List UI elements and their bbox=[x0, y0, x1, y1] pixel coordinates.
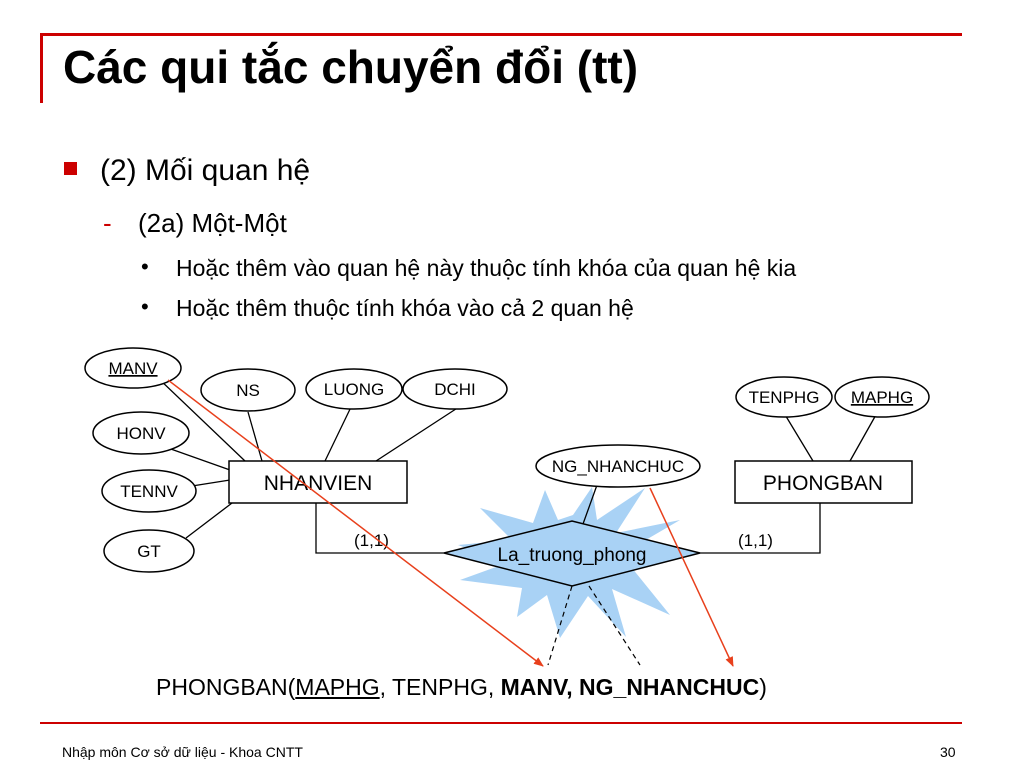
result-relation bbox=[156, 674, 767, 701]
result-suffix: ) bbox=[759, 674, 767, 700]
relationship-label: La_truong_phong bbox=[497, 545, 647, 566]
arrow-ng-nhanchuc bbox=[650, 488, 733, 666]
entity-nhanvien-label: NHANVIEN bbox=[263, 472, 373, 495]
result-key: MAPHG bbox=[295, 674, 380, 700]
entity-phongban bbox=[735, 461, 912, 503]
attr-manv: MANV bbox=[108, 359, 158, 378]
footer-course: Nhập môn Cơ sở dữ liệu - Khoa CNTT bbox=[62, 744, 303, 760]
bullet-level2-text: (2a) Một-Một bbox=[138, 208, 287, 238]
footer-rule bbox=[40, 722, 962, 724]
bullet-level3-text-2: Hoặc thêm thuộc tính khóa vào cả 2 quan hệ bbox=[176, 295, 634, 321]
attr-ns: NS bbox=[236, 381, 260, 400]
entity-nhanvien bbox=[229, 461, 407, 503]
attr-gt: GT bbox=[137, 542, 161, 561]
dash-bullet-icon: - bbox=[103, 208, 112, 238]
arrow-manv bbox=[168, 380, 543, 666]
result-plain: , TENPHG, bbox=[379, 674, 501, 700]
attr-ng-nhanchuc: NG_NHANCHUC bbox=[551, 457, 685, 476]
attr-luong: LUONG bbox=[323, 380, 385, 399]
dot-bullet-icon: • bbox=[141, 294, 149, 319]
bullet-level1-text: (2) Mối quan hệ bbox=[100, 154, 311, 187]
bullet-level3-text-1: Hoặc thêm vào quan hệ này thuộc tính khóa của quan hệ kia bbox=[176, 255, 797, 281]
page-number: 30 bbox=[940, 744, 956, 760]
attr-honv: HONV bbox=[116, 424, 166, 443]
cardinality-right: (1,1) bbox=[738, 531, 773, 550]
attr-maphg: MAPHG bbox=[850, 388, 914, 407]
result-prefix: PHONGBAN( bbox=[156, 674, 296, 700]
attr-tenphg: TENPHG bbox=[748, 388, 820, 407]
attr-tennv: TENNV bbox=[120, 482, 178, 501]
attr-dchi: DCHI bbox=[434, 380, 476, 399]
slide-title: Các qui tắc chuyển đổi (tt) bbox=[63, 41, 639, 93]
dot-bullet-icon: • bbox=[141, 254, 149, 279]
entity-phongban-label: PHONGBAN bbox=[762, 472, 884, 495]
result-added: MANV, NG_NHANCHUC bbox=[500, 674, 760, 700]
cardinality-left: (1,1) bbox=[354, 531, 389, 550]
key-migration-arrows bbox=[168, 380, 733, 666]
